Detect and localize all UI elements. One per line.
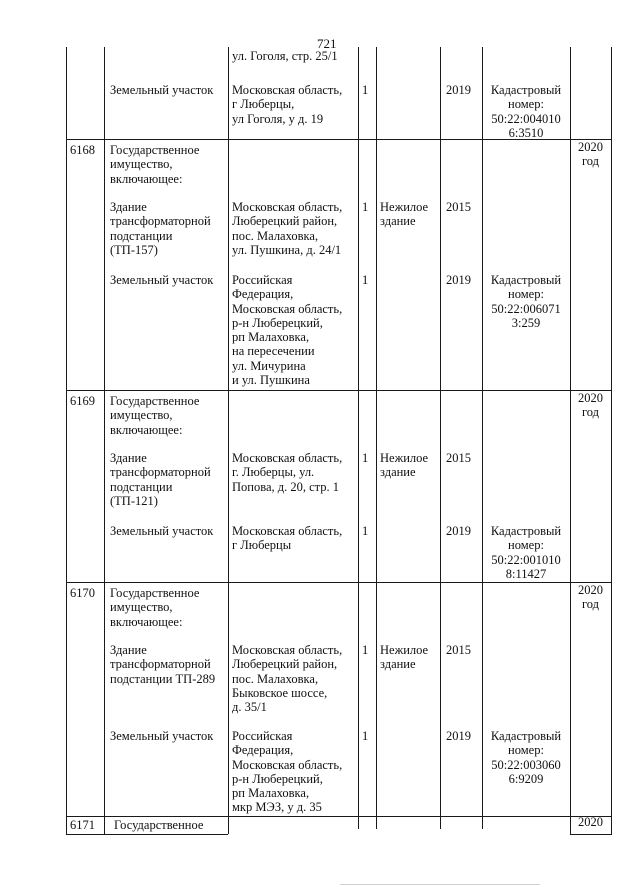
transfer-year bbox=[571, 583, 610, 612]
land-cadastral-line: 50:22:004010 bbox=[491, 111, 561, 126]
land-cadastral-line: 6:3510 bbox=[508, 125, 544, 140]
land-address-line: Федерация, bbox=[232, 743, 294, 758]
land-cadastral-line: 50:22:006071 bbox=[491, 301, 561, 316]
building-year: 2015 bbox=[446, 200, 471, 214]
transfer-year-line: год bbox=[581, 597, 600, 612]
building-name-line: трансформаторной bbox=[110, 465, 211, 480]
entry-title-line: включающее: bbox=[110, 422, 183, 437]
transfer-year-line: год bbox=[581, 154, 600, 169]
land-name: Земельный участок bbox=[110, 729, 214, 743]
building-year: 2015 bbox=[446, 451, 471, 465]
entry-title-line: имущество, bbox=[110, 600, 173, 615]
land-address-line: Московская область, bbox=[232, 83, 343, 97]
building-address-line: Люберецкий район, bbox=[232, 657, 338, 672]
table-rule bbox=[66, 816, 612, 817]
entry-title-line: включающее: bbox=[110, 171, 183, 186]
entry-title bbox=[110, 394, 199, 437]
building-year: 2015 bbox=[446, 643, 471, 657]
entry-title-line: включающее: bbox=[110, 614, 183, 629]
land-cadastral-line: Кадастровый bbox=[490, 83, 562, 97]
building-name-line: Здание bbox=[110, 451, 147, 465]
building-name bbox=[110, 451, 211, 508]
land-year: 2019 bbox=[446, 524, 471, 538]
building-address-line: Быковское шоссе, bbox=[232, 685, 328, 700]
building-address-line: Попова, д. 20, стр. 1 bbox=[232, 479, 340, 494]
entry-number: 6171 bbox=[70, 818, 95, 832]
building-name-line: подстанции bbox=[110, 228, 173, 243]
entry-title bbox=[110, 586, 199, 629]
page-number: 721 bbox=[317, 36, 337, 51]
land-address bbox=[232, 524, 342, 553]
transfer-year-line: 2020 bbox=[578, 391, 603, 405]
land-name: Земельный участок bbox=[110, 83, 214, 97]
land-address bbox=[232, 273, 342, 387]
table-rule bbox=[66, 47, 67, 834]
building-name-line: подстанции bbox=[110, 479, 173, 494]
building-address bbox=[232, 451, 342, 494]
entry-number: 6170 bbox=[70, 586, 95, 600]
land-cadastral bbox=[483, 729, 569, 786]
building-address bbox=[232, 643, 342, 714]
land-address-line: Федерация, bbox=[232, 287, 294, 302]
building-purpose-line: здание bbox=[380, 465, 416, 480]
transfer-year-line: 2020 bbox=[578, 583, 603, 597]
land-cadastral-line: Кадастровый bbox=[490, 729, 562, 743]
land-address-line: Российская bbox=[232, 273, 293, 287]
land-year: 2019 bbox=[446, 729, 471, 743]
entry-title-line: Государственное bbox=[110, 394, 200, 408]
building-name-line: Здание bbox=[110, 643, 147, 657]
building-name-line: трансформаторной bbox=[110, 657, 211, 672]
building-purpose-line: Нежилое bbox=[380, 643, 429, 657]
building-purpose bbox=[380, 643, 428, 672]
transfer-year-line: 2020 bbox=[578, 140, 603, 154]
address-continued: ул. Гоголя, стр. 25/1 bbox=[232, 49, 338, 63]
land-address-line: р-н Люберецкий, bbox=[232, 771, 323, 786]
land-cadastral bbox=[483, 273, 569, 330]
land-address-line: г Люберцы bbox=[232, 538, 292, 553]
building-address-line: г. Люберцы, ул. bbox=[232, 465, 315, 480]
building-purpose-line: Нежилое bbox=[380, 451, 429, 465]
land-cadastral-line: номер: bbox=[508, 287, 544, 302]
land-address-line: Российская bbox=[232, 729, 293, 743]
land-address-line: Московская область, bbox=[232, 301, 343, 316]
building-address-line: пос. Малаховка, bbox=[232, 671, 319, 686]
building-qty: 1 bbox=[362, 643, 369, 657]
building-purpose-line: здание bbox=[380, 214, 416, 229]
land-name: Земельный участок bbox=[110, 524, 214, 538]
land-name: Земельный участок bbox=[110, 273, 214, 287]
building-address-line: пос. Малаховка, bbox=[232, 228, 319, 243]
transfer-year bbox=[571, 391, 610, 420]
land-address-line: на пересечении bbox=[232, 344, 315, 359]
table-rule bbox=[570, 834, 612, 835]
land-address-line: Московская область, bbox=[232, 757, 343, 772]
land-cadastral-line: 50:22:003060 bbox=[491, 757, 561, 772]
land-address-line: мкр МЭЗ, у д. 35 bbox=[232, 800, 322, 815]
entry-number: 6169 bbox=[70, 394, 95, 408]
land-cadastral-line: Кадастровый bbox=[490, 273, 562, 287]
land-cadastral-line: 3:259 bbox=[511, 315, 541, 330]
land-cadastral-line: 8:11427 bbox=[505, 566, 547, 581]
building-purpose bbox=[380, 200, 428, 229]
transfer-year bbox=[571, 140, 610, 169]
table-rule bbox=[66, 834, 228, 835]
building-address-line: Московская область, bbox=[232, 643, 343, 657]
table-rule bbox=[440, 47, 441, 829]
table-rule bbox=[104, 47, 105, 834]
building-address bbox=[232, 200, 342, 257]
land-address-line: Московская область, bbox=[232, 524, 343, 538]
land-address-line: рп Малаховка, bbox=[232, 786, 310, 801]
building-purpose bbox=[380, 451, 428, 480]
entry-title-line: Государственное bbox=[110, 143, 200, 157]
land-address-line: г Люберцы, bbox=[232, 97, 295, 112]
land-address-line: ул Гоголя, у д. 19 bbox=[232, 111, 324, 126]
land-qty: 1 bbox=[362, 729, 369, 743]
land-cadastral-line: номер: bbox=[508, 97, 544, 112]
building-name-line: (ТП-157) bbox=[110, 242, 158, 257]
table-rule bbox=[611, 47, 612, 834]
building-qty: 1 bbox=[362, 200, 369, 214]
land-cadastral-line: 50:22:001010 bbox=[491, 552, 561, 567]
entry-title-line: имущество, bbox=[110, 157, 173, 172]
entry-title: Государственное bbox=[114, 818, 204, 832]
building-name-line: Здание bbox=[110, 200, 147, 214]
scan-artifact bbox=[340, 884, 540, 885]
table-rule bbox=[376, 47, 377, 829]
table-rule bbox=[66, 390, 612, 391]
land-address-line: р-н Люберецкий, bbox=[232, 315, 323, 330]
building-name bbox=[110, 200, 211, 257]
land-cadastral bbox=[483, 524, 569, 581]
transfer-year: 2020 bbox=[578, 815, 603, 829]
land-qty: 1 bbox=[362, 83, 369, 97]
table-rule bbox=[228, 47, 229, 834]
land-cadastral-line: номер: bbox=[508, 743, 544, 758]
land-qty: 1 bbox=[362, 524, 369, 538]
building-name-line: трансформаторной bbox=[110, 214, 211, 229]
building-address-line: Московская область, bbox=[232, 200, 343, 214]
building-name-line: подстанции ТП-289 bbox=[110, 671, 216, 686]
land-address-line: и ул. Пушкина bbox=[232, 373, 310, 388]
building-qty: 1 bbox=[362, 451, 369, 465]
entry-title-line: Государственное bbox=[110, 586, 200, 600]
land-address-line: рп Малаховка, bbox=[232, 330, 310, 345]
land-cadastral-line: 6:9209 bbox=[508, 771, 544, 786]
land-qty: 1 bbox=[362, 273, 369, 287]
land-address bbox=[232, 729, 342, 815]
building-name-line: (ТП-121) bbox=[110, 493, 158, 508]
building-address-line: ул. Пушкина, д. 24/1 bbox=[232, 242, 342, 257]
land-year: 2019 bbox=[446, 83, 471, 97]
land-cadastral-line: номер: bbox=[508, 538, 544, 553]
building-purpose-line: Нежилое bbox=[380, 200, 429, 214]
land-address-line: ул. Мичурина bbox=[232, 358, 306, 373]
land-cadastral-line: Кадастровый bbox=[490, 524, 562, 538]
land-cadastral bbox=[483, 83, 569, 140]
entry-number: 6168 bbox=[70, 143, 95, 157]
entry-title bbox=[110, 143, 199, 186]
building-name bbox=[110, 643, 215, 686]
building-address-line: Московская область, bbox=[232, 451, 343, 465]
table-rule bbox=[66, 582, 612, 583]
building-address-line: д. 35/1 bbox=[232, 700, 267, 715]
building-purpose-line: здание bbox=[380, 657, 416, 672]
land-address bbox=[232, 83, 342, 126]
table-rule bbox=[482, 47, 483, 829]
entry-title-line: имущество, bbox=[110, 408, 173, 423]
table-rule bbox=[358, 47, 359, 829]
transfer-year-line: год bbox=[581, 405, 600, 420]
land-year: 2019 bbox=[446, 273, 471, 287]
building-address-line: Люберецкий район, bbox=[232, 214, 338, 229]
